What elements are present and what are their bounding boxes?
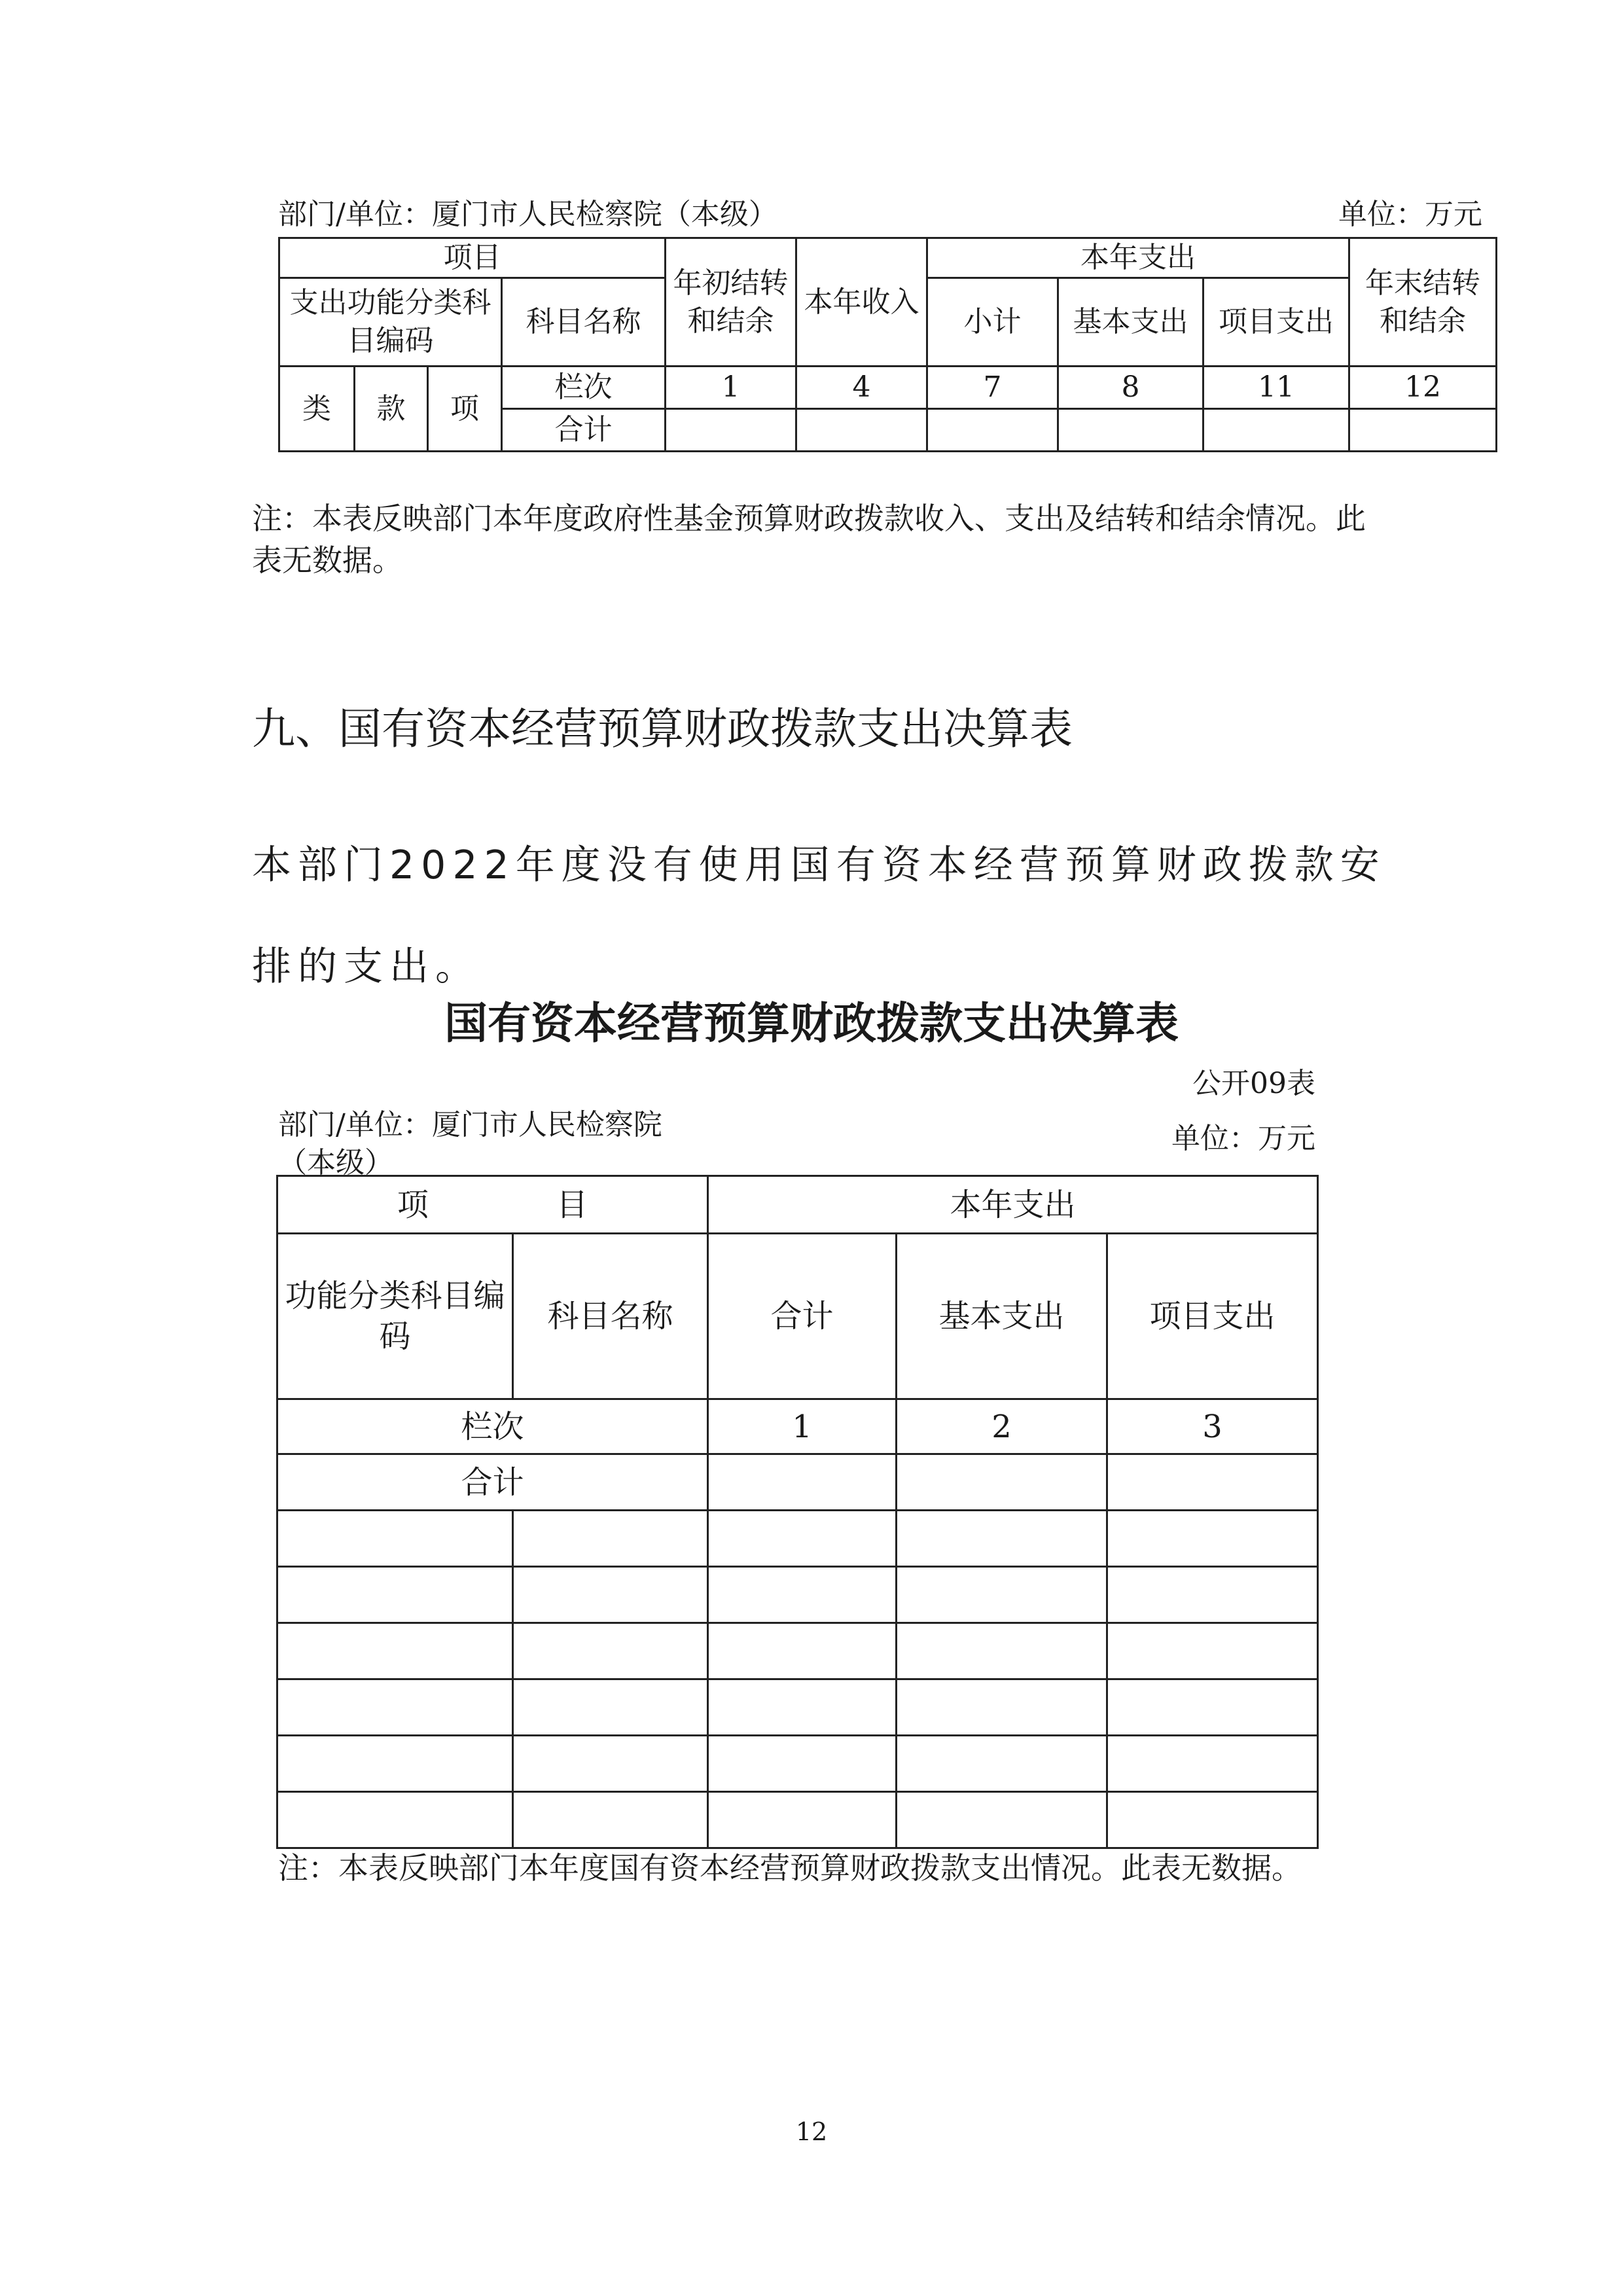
table-cell (1058, 409, 1204, 452)
form-number: 公开09表 (1192, 1067, 1315, 1100)
table-cell (927, 409, 1058, 452)
header-xiangmu: 项目 (279, 238, 666, 278)
header-subtotal: 小计 (927, 278, 1058, 367)
header-project: 项目支出 (1204, 278, 1349, 367)
state-capital-table (276, 1175, 1319, 1849)
header-project: 项目支出 (1107, 1234, 1318, 1399)
table-row (277, 1792, 1318, 1848)
table-cell (1107, 1792, 1318, 1848)
table-cell (1204, 409, 1349, 452)
table-cell (513, 1567, 708, 1623)
table2-unit-label: 单位：万元 (1171, 1122, 1315, 1155)
table-cell (897, 1679, 1107, 1736)
header-xiang: 项 (428, 367, 502, 452)
table-row (277, 1567, 1318, 1623)
table-cell (513, 1736, 708, 1792)
row-heji-label: 合计 (502, 409, 666, 452)
table-cell (513, 1792, 708, 1848)
table2-title: 国有资本经营预算财政拨款支出决算表 (444, 998, 1179, 1049)
table-cell (1107, 1623, 1318, 1679)
table-cell (897, 1736, 1107, 1792)
table-cell (277, 1679, 513, 1736)
col-number: 1 (708, 1399, 897, 1454)
header-func-code: 功能分类科目编码 (277, 1234, 513, 1399)
header-basic: 基本支出 (897, 1234, 1107, 1399)
header-expense-group: 本年支出 (708, 1176, 1318, 1234)
table-cell (513, 1623, 708, 1679)
col-number: 8 (1058, 367, 1204, 409)
header-subject-name: 科目名称 (513, 1234, 708, 1399)
table-cell (1107, 1511, 1318, 1567)
table-cell (1107, 1736, 1318, 1792)
table1-dept-label: 部门/单位：厦门市人民检察院（本级） (278, 198, 777, 231)
table-cell (897, 1511, 1107, 1567)
table-cell (708, 1679, 897, 1736)
table-cell (708, 1792, 897, 1848)
section-heading: 九、国有资本经营预算财政拨款支出决算表 (252, 704, 1073, 754)
table-cell (277, 1792, 513, 1848)
table-cell (708, 1567, 897, 1623)
header-subject-name: 科目名称 (502, 278, 666, 367)
table-row (277, 1511, 1318, 1567)
header-lei: 类 (279, 367, 355, 452)
header-kuan: 款 (355, 367, 428, 452)
col-number: 4 (796, 367, 927, 409)
table-cell (513, 1679, 708, 1736)
table1-note: 注：本表反映部门本年度政府性基金预算财政拨款收入、支出及结转和结余情况。此表无数据。 (252, 501, 1366, 578)
col-number: 12 (1349, 367, 1497, 409)
table-cell (708, 1736, 897, 1792)
table-cell (708, 1511, 897, 1567)
header-basic: 基本支出 (1058, 278, 1204, 367)
table-cell (513, 1511, 708, 1567)
table-cell (277, 1511, 513, 1567)
table2-dept-label: 部门/单位：厦门市人民检察院（本级） (278, 1108, 662, 1179)
gov-fund-table (278, 237, 1497, 452)
table-cell (277, 1567, 513, 1623)
table-cell (277, 1736, 513, 1792)
table-cell (708, 1623, 897, 1679)
header-xiangmu: 项 目 (277, 1176, 708, 1234)
table-cell (666, 409, 796, 452)
table-cell (1107, 1454, 1318, 1511)
header-begin-balance: 年初结转和结余 (666, 238, 796, 367)
page-number: 12 (795, 2117, 828, 2146)
table-cell (277, 1623, 513, 1679)
table-cell (897, 1623, 1107, 1679)
table2-note: 注：本表反映部门本年度国有资本经营预算财政拨款支出情况。此表无数据。 (278, 1850, 1302, 1886)
table-cell (1107, 1679, 1318, 1736)
table-cell (897, 1454, 1107, 1511)
table-cell (897, 1792, 1107, 1848)
col-number: 7 (927, 367, 1058, 409)
row-lanci-label: 栏次 (277, 1399, 708, 1454)
table-cell (897, 1567, 1107, 1623)
header-total: 合计 (708, 1234, 897, 1399)
table-cell (1349, 409, 1497, 452)
header-end-balance: 年末结转和结余 (1349, 238, 1497, 367)
row-lanci-label: 栏次 (502, 367, 666, 409)
table-row (277, 1679, 1318, 1736)
col-number: 11 (1204, 367, 1349, 409)
table-row (277, 1736, 1318, 1792)
table-cell (1107, 1567, 1318, 1623)
header-func-code: 支出功能分类科目编码 (279, 278, 502, 367)
table-cell (796, 409, 927, 452)
row-heji-label: 合计 (277, 1454, 708, 1511)
table1-unit-label: 单位：万元 (1338, 198, 1482, 231)
header-income: 本年收入 (796, 238, 927, 367)
col-number: 3 (1107, 1399, 1318, 1454)
col-number: 1 (666, 367, 796, 409)
section-paragraph: 本部门2022年度没有使用国有资本经营预算财政拨款安排的支出。 (252, 842, 1386, 990)
table-cell (708, 1454, 897, 1511)
col-number: 2 (897, 1399, 1107, 1454)
header-expense-group: 本年支出 (927, 238, 1349, 278)
table-row (277, 1623, 1318, 1679)
